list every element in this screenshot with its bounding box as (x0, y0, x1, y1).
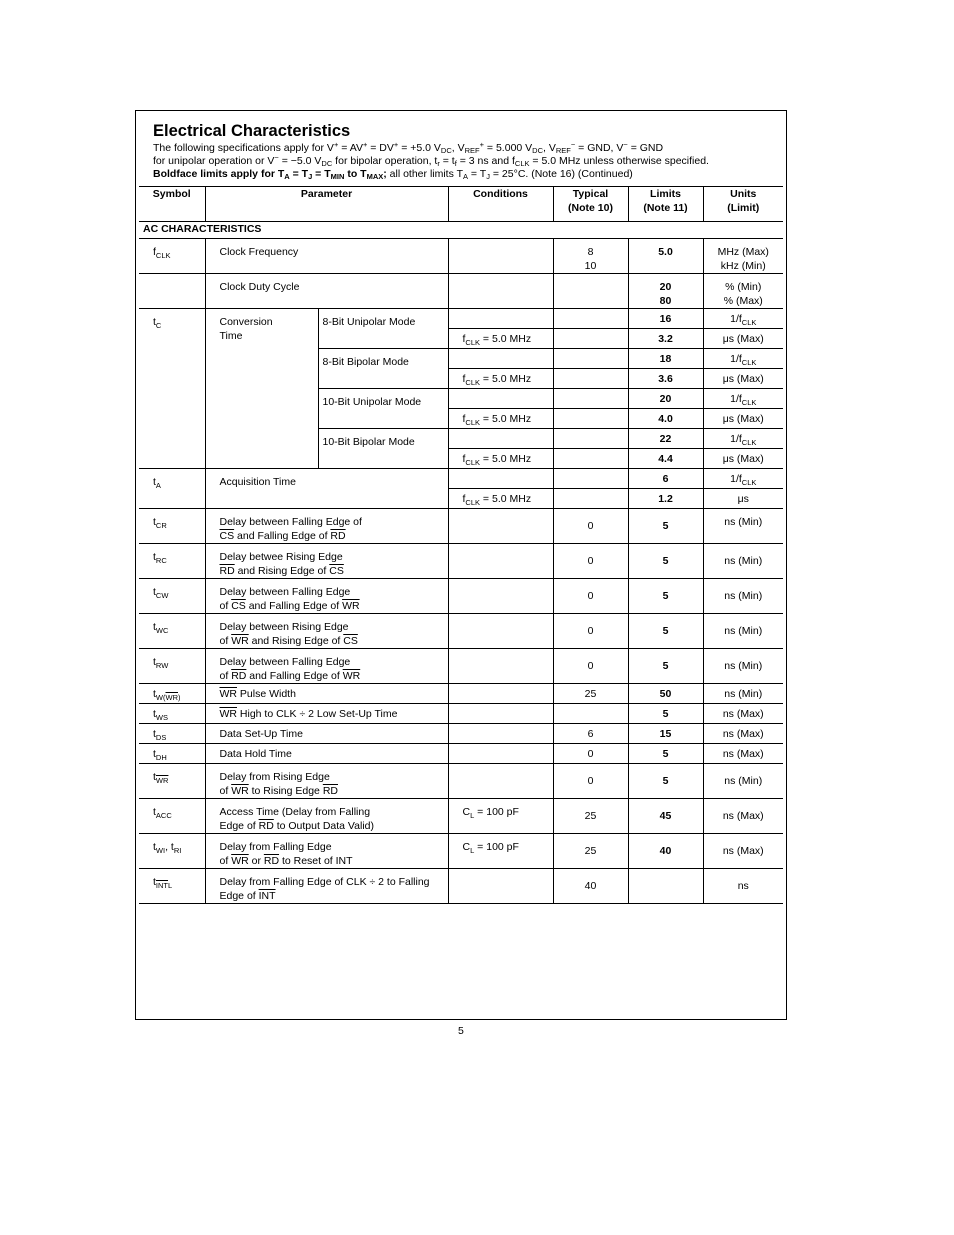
table-row (139, 704, 783, 724)
parameter-cell: Data Hold Time (205, 744, 448, 764)
header-typical: Typical (Note 10) (553, 187, 628, 222)
typical-cell: 25 (553, 799, 628, 834)
symbol-cell: $t_{ACC}$ (139, 799, 205, 834)
typical-cell (553, 274, 628, 309)
intro-line-3: Boldface limits apply for $T_A = T_J = T_{MIN}$ to $T_{MAX}$; all other limits $T_A = T_J = 25^\circ C$. (Note 16) (Continued) (153, 168, 633, 181)
symbol-cell: $t_{CR}$ (139, 509, 205, 544)
conditions-cell (448, 704, 553, 724)
limit-cell: 5 (628, 704, 703, 724)
limit-cell: 22 (628, 429, 703, 449)
header-limits: Limits (Note 11) (628, 187, 703, 222)
typical-cell: 0 (553, 744, 628, 764)
symbol-cell: $t_A$ (139, 469, 205, 509)
typical-cell (553, 704, 628, 724)
units-cell: ns (Max) (703, 744, 783, 764)
ac-characteristics-table (139, 186, 783, 904)
typical-cell: 6 (553, 724, 628, 744)
conditions-cell (448, 614, 553, 649)
limit-cell: 50 (628, 684, 703, 704)
conditions-cell (448, 724, 553, 744)
limit-cell: 20 (628, 389, 703, 409)
units-cell: ns (Max) (703, 799, 783, 834)
limit-cell: 15 (628, 724, 703, 744)
units-cell: μs (703, 489, 783, 509)
typical-cell (553, 489, 628, 509)
limit-cell: 40 (628, 834, 703, 869)
table-row (139, 684, 783, 704)
mode-cell: 8-Bit Unipolar Mode (318, 309, 448, 349)
parameter-cell: $\overline{WR}$ High to CLK ÷ 2 Low Set-Up Time (205, 704, 448, 724)
header-parameter: Parameter (205, 187, 448, 222)
parameter-cell: $\overline{WR}$ Pulse Width (205, 684, 448, 704)
intro-line-1: The following specifications apply for V+ = AV+ = DV+ = +5.0 $V_{DC}$, $V_{REF}^+ = 5.000$ $V_{DC}$, $V_{REF}^-$ = GND, V− = GND (153, 140, 664, 155)
conditions-cell (448, 469, 553, 489)
units-cell: ns (Min) (703, 579, 783, 614)
table-row (139, 744, 783, 764)
conditions-cell: $C_L = 100$ pF (448, 799, 553, 834)
limit-cell: 18 (628, 349, 703, 369)
table-row (139, 274, 783, 309)
conditions-cell: $f_{CLK} = 5.0$ MHz (448, 489, 553, 509)
limit-cell: 5 (628, 579, 703, 614)
parameter-cell: Clock Duty Cycle (205, 274, 448, 309)
symbol-cell: $t_{RW}$ (139, 649, 205, 684)
typical-cell: 25 (553, 684, 628, 704)
table-row (139, 239, 783, 274)
typical-cell: 8 10 (553, 239, 628, 274)
typical-cell: 0 (553, 509, 628, 544)
parameter-cell: Conversion Time (205, 309, 318, 469)
units-cell: ns (Max) (703, 724, 783, 744)
symbol-cell (139, 274, 205, 309)
typical-cell: 0 (553, 579, 628, 614)
conditions-cell (448, 744, 553, 764)
limit-cell: 5 (628, 544, 703, 579)
limit-cell: 5 (628, 764, 703, 799)
conditions-cell (448, 764, 553, 799)
table-row (139, 614, 783, 649)
symbol-cell: $t_{RC}$ (139, 544, 205, 579)
table-row (139, 509, 783, 544)
conditions-cell (448, 349, 553, 369)
limit-cell: 6 (628, 469, 703, 489)
table-row (139, 309, 783, 329)
table-row (139, 869, 783, 904)
units-cell: ns (Min) (703, 684, 783, 704)
units-cell: μs (Max) (703, 409, 783, 429)
page-number: 5 (458, 1025, 464, 1037)
limit-cell: 16 (628, 309, 703, 329)
typical-cell (553, 429, 628, 449)
intro-line-2: for unipolar operation or V− = −5.0 $V_{DC}$ for bipolar operation, $t_r = t_f = 3$ ns and $f_{CLK} = 5.0$ MHz unless otherwise specified. (153, 153, 709, 168)
units-cell: ns (703, 869, 783, 904)
parameter-cell: Delay between Falling Edge of $\overline{CS}$ and Falling Edge of $\overline{WR}$ (205, 579, 448, 614)
limit-cell: 1.2 (628, 489, 703, 509)
symbol-cell: $t_{WI}$, $t_{RI}$ (139, 834, 205, 869)
limit-cell: 20 80 (628, 274, 703, 309)
typical-cell (553, 309, 628, 329)
units-cell: ns (Min) (703, 649, 783, 684)
typical-cell: 25 (553, 834, 628, 869)
units-cell: ns (Min) (703, 544, 783, 579)
limit-cell: 3.2 (628, 329, 703, 349)
parameter-cell: Data Set-Up Time (205, 724, 448, 744)
header-units: Units (Limit) (703, 187, 783, 222)
table-row (139, 764, 783, 799)
conditions-cell (448, 579, 553, 614)
conditions-cell (448, 389, 553, 409)
symbol-cell: $f_{CLK}$ (139, 239, 205, 274)
symbol-cell: $t_{WS}$ (139, 704, 205, 724)
limit-cell: 3.6 (628, 369, 703, 389)
parameter-cell: Delay from Falling Edge of CLK ÷ 2 to Falling Edge of $\overline{INT}$ (205, 869, 448, 904)
symbol-cell: $t_{DH}$ (139, 744, 205, 764)
table-row (139, 834, 783, 869)
table-row (139, 579, 783, 614)
symbol-cell: $t_{W(\overline{WR})}$ (139, 684, 205, 704)
parameter-cell: Clock Frequency (205, 239, 448, 274)
units-cell: ns (Max) (703, 704, 783, 724)
typical-cell (553, 469, 628, 489)
header-conditions: Conditions (448, 187, 553, 222)
typical-cell (553, 349, 628, 369)
conditions-cell: $f_{CLK} = 5.0$ MHz (448, 329, 553, 349)
conditions-cell (448, 309, 553, 329)
units-cell: $1/f_{CLK}$ (703, 389, 783, 409)
units-cell: ns (Min) (703, 614, 783, 649)
typical-cell: 0 (553, 614, 628, 649)
units-cell: MHz (Max) kHz (Min) (703, 239, 783, 274)
limit-cell: 5 (628, 509, 703, 544)
units-cell: $1/f_{CLK}$ (703, 429, 783, 449)
typical-cell (553, 389, 628, 409)
typical-cell: 40 (553, 869, 628, 904)
section-title: AC CHARACTERISTICS (139, 222, 783, 239)
units-cell: ns (Min) (703, 764, 783, 799)
conditions-cell: $f_{CLK} = 5.0$ MHz (448, 409, 553, 429)
typical-cell (553, 449, 628, 469)
conditions-cell (448, 509, 553, 544)
symbol-cell: $t_{DS}$ (139, 724, 205, 744)
table-row (139, 799, 783, 834)
parameter-cell: Acquisition Time (205, 469, 448, 509)
symbol-cell: $t_C$ (139, 309, 205, 469)
typical-cell (553, 369, 628, 389)
header-symbol: Symbol (139, 187, 205, 222)
units-cell: μs (Max) (703, 369, 783, 389)
typical-cell: 0 (553, 649, 628, 684)
units-cell: ns (Min) (703, 509, 783, 544)
table-row (139, 724, 783, 744)
table-header-row (139, 187, 783, 222)
conditions-cell (448, 544, 553, 579)
limit-cell: 5 (628, 649, 703, 684)
parameter-cell: Access Time (Delay from Falling Edge of $\overline{RD}$ to Output Data Valid) (205, 799, 448, 834)
limit-cell: 45 (628, 799, 703, 834)
conditions-cell (448, 649, 553, 684)
limit-cell: 5 (628, 614, 703, 649)
parameter-cell: Delay betwee Rising Edge $\overline{RD}$ and Rising Edge of $\overline{CS}$ (205, 544, 448, 579)
table-row (139, 544, 783, 579)
conditions-cell: $f_{CLK} = 5.0$ MHz (448, 369, 553, 389)
table-row (139, 649, 783, 684)
page-title: Electrical Characteristics (153, 122, 351, 140)
units-cell: $1/f_{CLK}$ (703, 349, 783, 369)
parameter-cell: Delay from Rising Edge of $\overline{WR}$ to Rising Edge $\overline{RD}$ (205, 764, 448, 799)
limit-cell: 5.0 (628, 239, 703, 274)
conditions-cell (448, 239, 553, 274)
parameter-cell: Delay between Rising Edge of $\overline{WR}$ and Rising Edge of $\overline{CS}$ (205, 614, 448, 649)
units-cell: $1/f_{CLK}$ (703, 309, 783, 329)
conditions-cell (448, 684, 553, 704)
typical-cell (553, 329, 628, 349)
limit-cell: 4.4 (628, 449, 703, 469)
units-cell: μs (Max) (703, 449, 783, 469)
symbol-cell: $t_{\overline{WR}}$ (139, 764, 205, 799)
conditions-cell (448, 869, 553, 904)
limit-cell: 4.0 (628, 409, 703, 429)
parameter-cell: Delay between Falling Edge of $\overline{CS}$ and Falling Edge of $\overline{RD}$ (205, 509, 448, 544)
typical-cell: 0 (553, 544, 628, 579)
units-cell: $1/f_{CLK}$ (703, 469, 783, 489)
conditions-cell (448, 429, 553, 449)
mode-cell: 8-Bit Bipolar Mode (318, 349, 448, 389)
parameter-cell: Delay between Falling Edge of $\overline{RD}$ and Falling Edge of $\overline{WR}$ (205, 649, 448, 684)
section-row (139, 222, 783, 239)
symbol-cell: $t_{CW}$ (139, 579, 205, 614)
units-cell: μs (Max) (703, 329, 783, 349)
units-cell: % (Min) % (Max) (703, 274, 783, 309)
table-row (139, 469, 783, 489)
limit-cell (628, 869, 703, 904)
symbol-cell: $t_{WC}$ (139, 614, 205, 649)
conditions-cell: $C_L = 100$ pF (448, 834, 553, 869)
conditions-cell (448, 274, 553, 309)
parameter-cell: Delay from Falling Edge of $\overline{WR}$ or $\overline{RD}$ to Reset of INT (205, 834, 448, 869)
limit-cell: 5 (628, 744, 703, 764)
units-cell: ns (Max) (703, 834, 783, 869)
conditions-cell: $f_{CLK} = 5.0$ MHz (448, 449, 553, 469)
mode-cell: 10-Bit Bipolar Mode (318, 429, 448, 469)
typical-cell (553, 409, 628, 429)
symbol-cell: $t_{\overline{INT}L}$ (139, 869, 205, 904)
typical-cell: 0 (553, 764, 628, 799)
mode-cell: 10-Bit Unipolar Mode (318, 389, 448, 429)
